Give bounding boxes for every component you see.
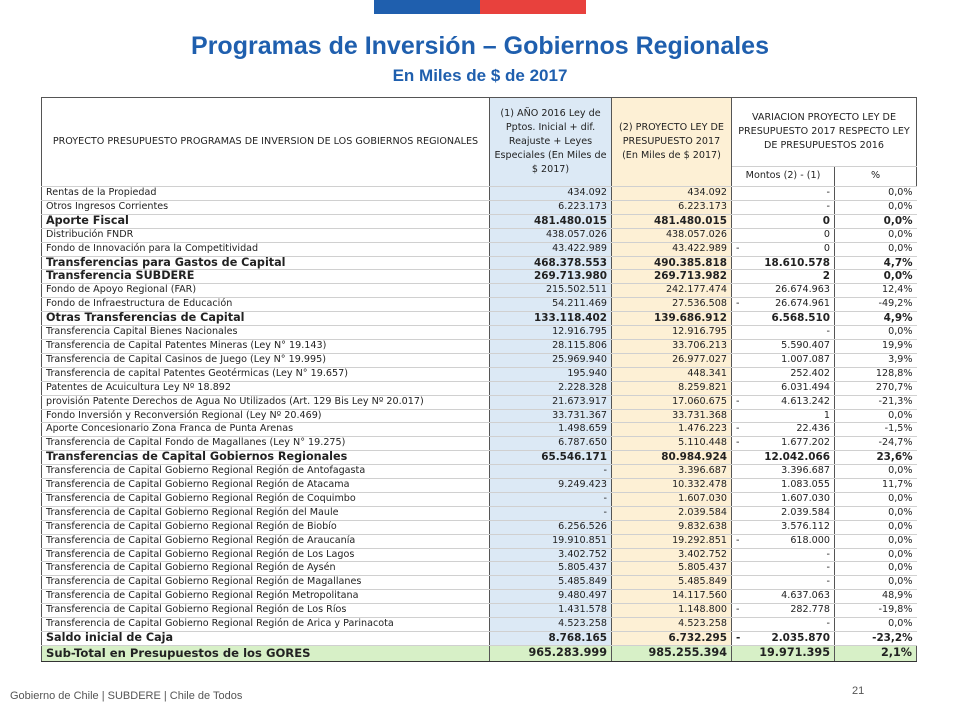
table-row xyxy=(42,270,917,284)
footer-text: Gobierno de Chile | SUBDERE | Chile de Todos xyxy=(10,690,243,702)
row-value-2016: 468.378.553 xyxy=(490,256,612,270)
row-diff xyxy=(732,187,835,201)
diff-value: 26.674.961 xyxy=(775,298,830,310)
row-label: Fondo de Infraestructura de Educación xyxy=(42,298,490,312)
row-value-2017: 5.110.448 xyxy=(612,437,732,451)
row-value-2017: 3.402.752 xyxy=(612,548,732,562)
row-value-2017: 448.341 xyxy=(612,367,732,381)
row-label: Transferencia de Capital Gobierno Regional Región de Biobío xyxy=(42,520,490,534)
row-value-2017: 43.422.989 xyxy=(612,242,732,256)
row-diff xyxy=(732,228,835,242)
row-label: Transferencia de Capital Gobierno Regional Región de Arica y Parinacota xyxy=(42,618,490,632)
row-diff xyxy=(732,604,835,618)
table-row xyxy=(42,576,917,590)
row-label: Transferencia de Capital Casinos de Juego (Ley N° 19.995) xyxy=(42,353,490,367)
row-pct: -23,2% xyxy=(835,632,917,646)
diff-value: 4.613.242 xyxy=(781,395,830,407)
row-label: Transferencia Capital Bienes Nacionales xyxy=(42,326,490,340)
row-pct: 0,0% xyxy=(835,506,917,520)
diff-value: 1.607.030 xyxy=(781,492,830,504)
row-value-2017: 1.607.030 xyxy=(612,492,732,506)
row-value-2016: 438.057.026 xyxy=(490,228,612,242)
row-value-2016: 19.910.851 xyxy=(490,534,612,548)
diff-value: 1.083.055 xyxy=(781,479,830,491)
row-label: Transferencia de Capital Gobierno Regional Región de Araucanía xyxy=(42,534,490,548)
table-row xyxy=(42,200,917,214)
row-value-2017: 438.057.026 xyxy=(612,228,732,242)
negative-sign: - xyxy=(736,437,740,449)
diff-value: - xyxy=(826,326,830,338)
table-row xyxy=(42,214,917,228)
table-row xyxy=(42,479,917,493)
row-diff xyxy=(732,479,835,493)
row-value-2016: 133.118.402 xyxy=(490,312,612,326)
row-label: Patentes de Acuicultura Ley Nº 18.892 xyxy=(42,381,490,395)
diff-value: 1 xyxy=(823,409,830,421)
row-label: Otros Ingresos Corrientes xyxy=(42,200,490,214)
row-value-2016: 25.969.940 xyxy=(490,353,612,367)
row-value-2017: 5.805.437 xyxy=(612,562,732,576)
subtotal-2016: 965.283.999 xyxy=(490,645,612,661)
row-value-2017: 17.060.675 xyxy=(612,395,732,409)
table-row xyxy=(42,451,917,465)
row-pct: 0,0% xyxy=(835,409,917,423)
diff-value: 2.039.584 xyxy=(781,506,830,518)
row-label: Transferencia de Capital Fondo de Magallanes (Ley N° 19.275) xyxy=(42,437,490,451)
row-diff xyxy=(732,312,835,326)
table-row xyxy=(42,339,917,353)
header-2017: (2) PROYECTO LEY DE PRESUPUESTO 2017 (En Miles de $ 2017) xyxy=(612,98,732,187)
row-value-2016: 9.480.497 xyxy=(490,590,612,604)
row-label: Transferencia de Capital Gobierno Regional Región de Coquimbo xyxy=(42,492,490,506)
row-diff xyxy=(732,270,835,284)
row-value-2016: - xyxy=(490,465,612,479)
row-label: Rentas de la Propiedad xyxy=(42,187,490,201)
row-diff xyxy=(732,576,835,590)
diff-value: 2.035.870 xyxy=(771,632,830,644)
diff-value: - xyxy=(826,200,830,212)
diff-value: 3.576.112 xyxy=(781,520,830,532)
row-diff xyxy=(732,339,835,353)
table-row xyxy=(42,520,917,534)
row-pct: -24,7% xyxy=(835,437,917,451)
row-label: Transferencia de Capital Gobierno Regional Región Metropolitana xyxy=(42,590,490,604)
row-value-2016: 3.402.752 xyxy=(490,548,612,562)
row-value-2017: 4.523.258 xyxy=(612,618,732,632)
row-diff xyxy=(732,381,835,395)
row-value-2016: 21.673.917 xyxy=(490,395,612,409)
row-label: Otras Transferencias de Capital xyxy=(42,312,490,326)
table-row xyxy=(42,409,917,423)
diff-value: 3.396.687 xyxy=(781,465,830,477)
row-label: Transferencia de Capital Gobierno Regional Región de Antofagasta xyxy=(42,465,490,479)
table-row xyxy=(42,423,917,437)
row-pct: 4,7% xyxy=(835,256,917,270)
row-value-2016: 434.092 xyxy=(490,187,612,201)
row-label: Transferencia de Capital Gobierno Regional Región de Los Lagos xyxy=(42,548,490,562)
diff-value: 18.610.578 xyxy=(764,256,830,269)
row-value-2016: 2.228.328 xyxy=(490,381,612,395)
row-diff xyxy=(732,200,835,214)
row-pct: 0,0% xyxy=(835,520,917,534)
row-value-2017: 14.117.560 xyxy=(612,590,732,604)
row-value-2016: 54.211.469 xyxy=(490,298,612,312)
row-value-2016: 65.546.171 xyxy=(490,451,612,465)
row-diff xyxy=(732,256,835,270)
row-value-2016: 43.422.989 xyxy=(490,242,612,256)
diff-value: - xyxy=(826,576,830,588)
row-diff xyxy=(732,298,835,312)
negative-sign: - xyxy=(736,632,741,644)
diff-value: 22.436 xyxy=(796,423,830,435)
subtotal-diff: 19.971.395 xyxy=(732,645,835,661)
header-program: PROYECTO PRESUPUESTO PROGRAMAS DE INVERSION DE LOS GOBIERNOS REGIONALES xyxy=(42,98,490,187)
row-label: Transferencia de capital Patentes Geotérmicas (Ley N° 19.657) xyxy=(42,367,490,381)
diff-value: 252.402 xyxy=(790,367,830,379)
row-pct: 0,0% xyxy=(835,326,917,340)
row-label: Transferencia de Capital Gobierno Regional Región de Aysén xyxy=(42,562,490,576)
negative-sign: - xyxy=(736,534,740,546)
row-pct: 12,4% xyxy=(835,284,917,298)
row-value-2016: 215.502.511 xyxy=(490,284,612,298)
row-value-2016: 8.768.165 xyxy=(490,632,612,646)
row-pct: 4,9% xyxy=(835,312,917,326)
row-value-2017: 33.731.368 xyxy=(612,409,732,423)
row-value-2016: 5.485.849 xyxy=(490,576,612,590)
header-variation: VARIACION PROYECTO LEY DE PRESUPUESTO 2017 RESPECTO LEY DE PRESUPUESTOS 2016 xyxy=(732,98,917,167)
negative-sign: - xyxy=(736,423,740,435)
diff-value: 0 xyxy=(822,214,830,227)
row-pct: 23,6% xyxy=(835,451,917,465)
diff-value: 4.637.063 xyxy=(781,590,830,602)
table-row xyxy=(42,312,917,326)
table-row xyxy=(42,437,917,451)
row-label: Aporte Fiscal xyxy=(42,214,490,228)
row-pct: 0,0% xyxy=(835,548,917,562)
page-title: Programas de Inversión – Gobiernos Regionales xyxy=(191,32,769,60)
row-value-2017: 26.977.027 xyxy=(612,353,732,367)
row-label: Fondo de Innovación para la Competitividad xyxy=(42,242,490,256)
row-label: Fondo Inversión y Reconversión Regional (Ley Nº 20.469) xyxy=(42,409,490,423)
diff-value: 5.590.407 xyxy=(781,339,830,351)
row-value-2017: 269.713.982 xyxy=(612,270,732,284)
row-diff xyxy=(732,284,835,298)
row-value-2017: 1.148.800 xyxy=(612,604,732,618)
page-subtitle: En Miles de $ de 2017 xyxy=(392,66,568,85)
subtotal-row xyxy=(42,645,917,661)
table-row xyxy=(42,590,917,604)
row-pct: 0,0% xyxy=(835,534,917,548)
row-pct: 0,0% xyxy=(835,200,917,214)
row-value-2016: 5.805.437 xyxy=(490,562,612,576)
table-row xyxy=(42,548,917,562)
table-row xyxy=(42,242,917,256)
diff-value: 618.000 xyxy=(790,534,830,546)
row-value-2016: 6.223.173 xyxy=(490,200,612,214)
diff-value: - xyxy=(826,548,830,560)
row-diff xyxy=(732,451,835,465)
table-row xyxy=(42,618,917,632)
diff-value: 0 xyxy=(823,242,830,254)
row-diff xyxy=(732,506,835,520)
row-pct: -19,8% xyxy=(835,604,917,618)
row-pct: -49,2% xyxy=(835,298,917,312)
table-row xyxy=(42,604,917,618)
flag-red-bar xyxy=(480,0,586,14)
row-value-2017: 9.832.638 xyxy=(612,520,732,534)
table-row xyxy=(42,562,917,576)
row-label: Aporte Concesionario Zona Franca de Punta Arenas xyxy=(42,423,490,437)
row-diff xyxy=(732,326,835,340)
row-pct: 0,0% xyxy=(835,242,917,256)
row-diff xyxy=(732,520,835,534)
diff-value: - xyxy=(826,187,830,198)
row-value-2016: 33.731.367 xyxy=(490,409,612,423)
table-row xyxy=(42,395,917,409)
row-pct: 19,9% xyxy=(835,339,917,353)
row-diff xyxy=(732,437,835,451)
page-number: 21 xyxy=(852,685,865,697)
row-value-2017: 19.292.851 xyxy=(612,534,732,548)
row-value-2016: 6.787.650 xyxy=(490,437,612,451)
row-value-2017: 8.259.821 xyxy=(612,381,732,395)
row-value-2017: 2.039.584 xyxy=(612,506,732,520)
row-value-2016: - xyxy=(490,492,612,506)
row-value-2017: 5.485.849 xyxy=(612,576,732,590)
table-row xyxy=(42,465,917,479)
row-label: Transferencia SUBDERE xyxy=(42,270,490,284)
table-row xyxy=(42,381,917,395)
row-pct: 11,7% xyxy=(835,479,917,493)
row-value-2016: 481.480.015 xyxy=(490,214,612,228)
header-amount-diff: Montos (2) - (1) xyxy=(732,166,835,186)
row-pct: 270,7% xyxy=(835,381,917,395)
row-diff xyxy=(732,214,835,228)
flag-blue-bar xyxy=(374,0,480,14)
row-value-2016: - xyxy=(490,506,612,520)
table-body xyxy=(42,187,917,646)
table-row xyxy=(42,326,917,340)
negative-sign: - xyxy=(736,242,740,254)
row-pct: 3,9% xyxy=(835,353,917,367)
row-value-2017: 33.706.213 xyxy=(612,339,732,353)
diff-value: 12.042.066 xyxy=(764,451,830,464)
row-diff xyxy=(732,242,835,256)
row-value-2017: 10.332.478 xyxy=(612,479,732,493)
table-row xyxy=(42,632,917,646)
table-row xyxy=(42,284,917,298)
row-label: Transferencia de Capital Gobierno Regional Región del Maule xyxy=(42,506,490,520)
row-pct: 0,0% xyxy=(835,214,917,228)
row-value-2017: 6.732.295 xyxy=(612,632,732,646)
diff-value: 6.031.494 xyxy=(781,381,830,393)
diff-value: 26.674.963 xyxy=(775,284,830,296)
negative-sign: - xyxy=(736,298,740,310)
row-value-2016: 1.431.578 xyxy=(490,604,612,618)
row-diff xyxy=(732,492,835,506)
row-diff xyxy=(732,395,835,409)
row-value-2016: 6.256.526 xyxy=(490,520,612,534)
row-diff xyxy=(732,409,835,423)
row-diff xyxy=(732,534,835,548)
row-value-2016: 28.115.806 xyxy=(490,339,612,353)
row-label: Transferencias para Gastos de Capital xyxy=(42,256,490,270)
header-2016: (1) AÑO 2016 Ley de Pptos. Inicial + dif. Reajuste + Leyes Especiales (En Miles de $ 2017) xyxy=(490,98,612,187)
row-label: Transferencias de Capital Gobiernos Regionales xyxy=(42,451,490,465)
row-diff xyxy=(732,353,835,367)
table-row xyxy=(42,367,917,381)
row-label: Transferencia de Capital Gobierno Regional Región de Los Ríos xyxy=(42,604,490,618)
diff-value: 2 xyxy=(822,270,830,283)
row-value-2017: 27.536.508 xyxy=(612,298,732,312)
row-value-2016: 195.940 xyxy=(490,367,612,381)
diff-value: 1.677.202 xyxy=(781,437,830,449)
header-percent: % xyxy=(835,166,917,186)
row-value-2016: 9.249.423 xyxy=(490,479,612,493)
row-value-2017: 481.480.015 xyxy=(612,214,732,228)
row-pct: 0,0% xyxy=(835,576,917,590)
row-value-2016: 1.498.659 xyxy=(490,423,612,437)
row-pct: 48,9% xyxy=(835,590,917,604)
subtotal-pct: 2,1% xyxy=(835,645,917,661)
negative-sign: - xyxy=(736,604,740,616)
diff-value: - xyxy=(826,618,830,630)
row-pct: 0,0% xyxy=(835,562,917,576)
row-value-2017: 490.385.818 xyxy=(612,256,732,270)
diff-value: - xyxy=(826,562,830,574)
row-diff xyxy=(732,632,835,646)
row-pct: 0,0% xyxy=(835,618,917,632)
subtotal-2017: 985.255.394 xyxy=(612,645,732,661)
row-diff xyxy=(732,548,835,562)
row-diff xyxy=(732,618,835,632)
row-pct: 0,0% xyxy=(835,228,917,242)
row-value-2016: 269.713.980 xyxy=(490,270,612,284)
row-value-2016: 12.916.795 xyxy=(490,326,612,340)
row-pct: -1,5% xyxy=(835,423,917,437)
row-value-2017: 80.984.924 xyxy=(612,451,732,465)
row-label: Transferencia de Capital Patentes Mineras (Ley N° 19.143) xyxy=(42,339,490,353)
table-row xyxy=(42,353,917,367)
subtotal-label: Sub-Total en Presupuestos de los GORES xyxy=(42,645,490,661)
row-diff xyxy=(732,562,835,576)
row-label: Transferencia de Capital Gobierno Regional Región de Atacama xyxy=(42,479,490,493)
table-row xyxy=(42,228,917,242)
row-value-2017: 12.916.795 xyxy=(612,326,732,340)
row-label: provisión Patente Derechos de Agua No Utilizados (Art. 129 Bis Ley Nº 20.017) xyxy=(42,395,490,409)
row-value-2017: 242.177.474 xyxy=(612,284,732,298)
row-value-2017: 139.686.912 xyxy=(612,312,732,326)
row-label: Fondo de Apoyo Regional (FAR) xyxy=(42,284,490,298)
row-diff xyxy=(732,465,835,479)
row-label: Transferencia de Capital Gobierno Regional Región de Magallanes xyxy=(42,576,490,590)
diff-value: 0 xyxy=(823,228,830,240)
table-row xyxy=(42,492,917,506)
row-pct: 0,0% xyxy=(835,492,917,506)
diff-value: 282.778 xyxy=(790,604,830,616)
negative-sign: - xyxy=(736,395,740,407)
row-pct: 128,8% xyxy=(835,367,917,381)
row-pct: 0,0% xyxy=(835,187,917,201)
table-row xyxy=(42,187,917,201)
row-diff xyxy=(732,590,835,604)
row-pct: -21,3% xyxy=(835,395,917,409)
budget-table xyxy=(41,97,917,662)
row-value-2017: 1.476.223 xyxy=(612,423,732,437)
diff-value: 1.007.087 xyxy=(781,353,830,365)
table-row xyxy=(42,298,917,312)
row-pct: 0,0% xyxy=(835,465,917,479)
row-diff xyxy=(732,367,835,381)
table-row xyxy=(42,506,917,520)
row-diff xyxy=(732,423,835,437)
row-pct: 0,0% xyxy=(835,270,917,284)
table-row xyxy=(42,256,917,270)
row-value-2017: 434.092 xyxy=(612,187,732,201)
row-label: Distribución FNDR xyxy=(42,228,490,242)
table-row xyxy=(42,534,917,548)
row-value-2017: 6.223.173 xyxy=(612,200,732,214)
row-value-2016: 4.523.258 xyxy=(490,618,612,632)
row-label: Saldo inicial de Caja xyxy=(42,632,490,646)
diff-value: 6.568.510 xyxy=(771,312,830,325)
row-value-2017: 3.396.687 xyxy=(612,465,732,479)
